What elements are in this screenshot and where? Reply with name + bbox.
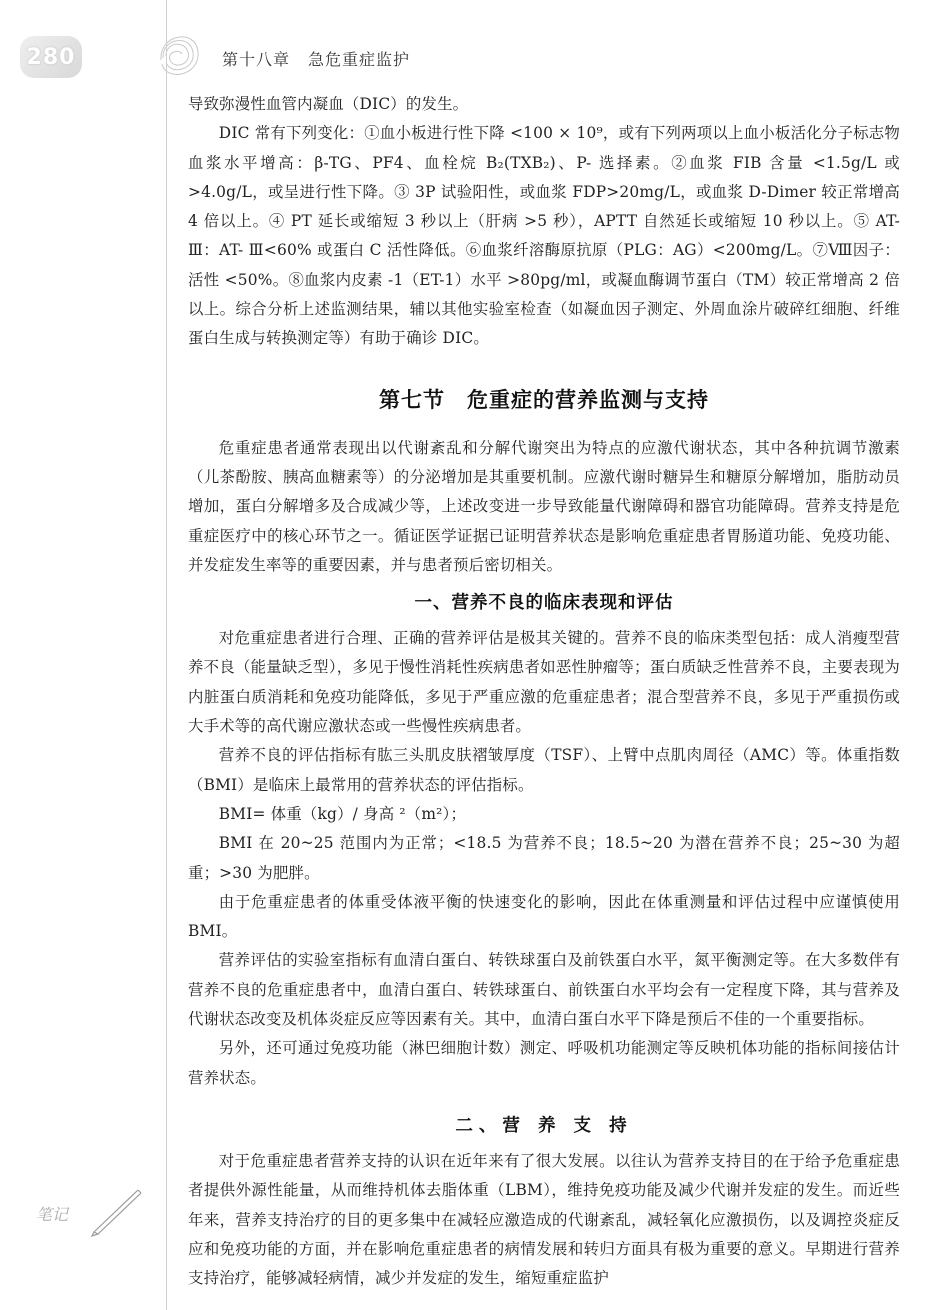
paragraph-bmi-formula: BMI= 体重（kg）/ 身高 ²（m²）； [218,804,467,823]
paragraph-assessment-indices: 营养不良的评估指标有肱三头肌皮肤褶皱厚度（TSF）、上臂中点肌肉周径（AMC）等。体重指数（BMI）是临床上最常用的营养状态的评估指标。 [188,746,900,794]
notes-pen-icon [34,1182,144,1242]
chapter-header [222,47,410,70]
section-number: 第七节 [379,387,445,412]
chapter-number: 第十八章 [222,50,291,69]
paragraph-immune-function: 另外，还可通过免疫功能（淋巴细胞计数）测定、呼吸机功能测定等反映机体功能的指标间接估计营养状态。 [188,1039,900,1087]
subheading-malnutrition: 一、营养不良的临床表现和评估 [414,593,674,614]
paragraph-bmi-ranges: BMI 在 20~25 范围内为正常；<18.5 为营养不良；18.5~20 为潜在营养不良；25~30 为超重；>30 为肥胖。 [188,834,900,882]
paragraph-nutrition-support: 对于危重症患者营养支持的认识在近年来有了很大发展。以往认为营养支持目的在于给予危重症患者提供外源性能量，从而维持机体去脂体重（LBM），维持免疫功能及减少代谢并发症的发生。而近些年来，营养支持治疗的目的更多集中在减轻应激造成的代谢紊乱，减轻氧化应激损伤，以及调控炎症反应和免疫功能的方面，并在影响危重症患者的病情发展和转归方面具有极为重要的意义。早期进行营养支持治疗，能够减轻病情，减少并发症的发生，缩短重症监护 [188,1151,900,1288]
margin-divider-line [166,0,167,1310]
paragraph-malnutrition-types: 对危重症患者进行合理、正确的营养评估是极其关键的。营养不良的临床类型包括：成人消瘦型营养不良（能量缺乏型），多见于慢性消耗性疾病患者如恶性肿瘤等；蛋白质缺乏性营养不良，主要表现为内脏蛋白质消耗和免疫功能降低，多见于严重应激的危重症患者；混合型营养不良，多见于严重损伤或大手术等的高代谢应激状态或一些慢性疾病患者。 [188,629,900,736]
paragraph-lab-indices: 营养评估的实验室指标有血清白蛋白、转铁球蛋白及前铁蛋白水平，氮平衡测定等。在大多数伴有营养不良的危重症患者中，血清白蛋白、转铁球蛋白、前铁蛋白水平均会有一定程度下降，其与营养及代谢状态改变及机体炎症反应等因素有关。其中，血清白蛋白水平下降是预后不佳的一个重要指标。 [188,951,900,1029]
paragraph-bmi-caution: 由于危重症患者的体重受体液平衡的快速变化的影响，因此在体重测量和评估过程中应谨慎使用 BMI。 [188,892,900,941]
subheading-nutrition-support: 二、营 养 支 持 [455,1115,633,1136]
main-text [188,90,900,1293]
paragraph-intro: 危重症患者通常表现出以代谢紊乱和分解代谢突出为特点的应激代谢状态，其中各种抗调节激素（儿茶酚胺、胰高血糖素等）的分泌增加是其重要机制。应激代谢时糖异生和糖原分解增加，脂肪动员增加，蛋白分解增多及合成减少等，上述改变进一步导致能量代谢障碍和器官功能障碍。营养支持是危重症医疗中的核心环节之一。循证医学证据已证明营养状态是影响危重症患者胃肠道功能、免疫功能、并发症发生率等的重要因素，并与患者预后密切相关。 [188,438,900,574]
page-number: 280 [26,44,76,70]
page-number-badge [20,36,82,78]
section-title: 危重症的营养监测与支持 [467,387,709,412]
margin-note-text: 笔记 [36,1205,69,1224]
chapter-title: 急危重症监护 [308,50,411,69]
section-heading [188,384,900,414]
paragraph-dic-changes: DIC 常有下列变化：①血小板进行性下降 <100 × 10⁹，或有下列两项以上血小板活化分子标志物血浆水平增高：β-TG、PF4、血栓烷 B₂(TXB₂)、P- 选择素。②血浆 FIB 含量 <1.5g/L 或 >4.0g/L，或呈进行性下降。③ 3P 试验阳性，或血浆 FDP>20mg/L，或血浆 D-Dimer 较正常增高 4 倍以上。④ PT 延长或缩短 3 秒以上（肝病 >5 秒），APTT 自然延长或缩短 10 秒以上。⑤ AT- Ⅲ：AT- Ⅲ<60% 或蛋白 C 活性降低。⑥血浆纤溶酶原抗原（PLG：AG）<200mg/L。⑦Ⅷ因子：活性 <50%。⑧血浆内皮素 -1（ET-1）水平 >80pg/ml，或凝血酶调节蛋白（TM）较正常增高 2 倍以上。综合分析上述监测结果，辅以其他实验室检查（如凝血因子测定、外周血涂片破碎红细胞、纤维蛋白生成与转换测定等）有助于确诊 DIC。 [188,124,900,348]
paragraph-dic-continued: 导致弥漫性血管内凝血（DIC）的发生。 [188,95,469,113]
